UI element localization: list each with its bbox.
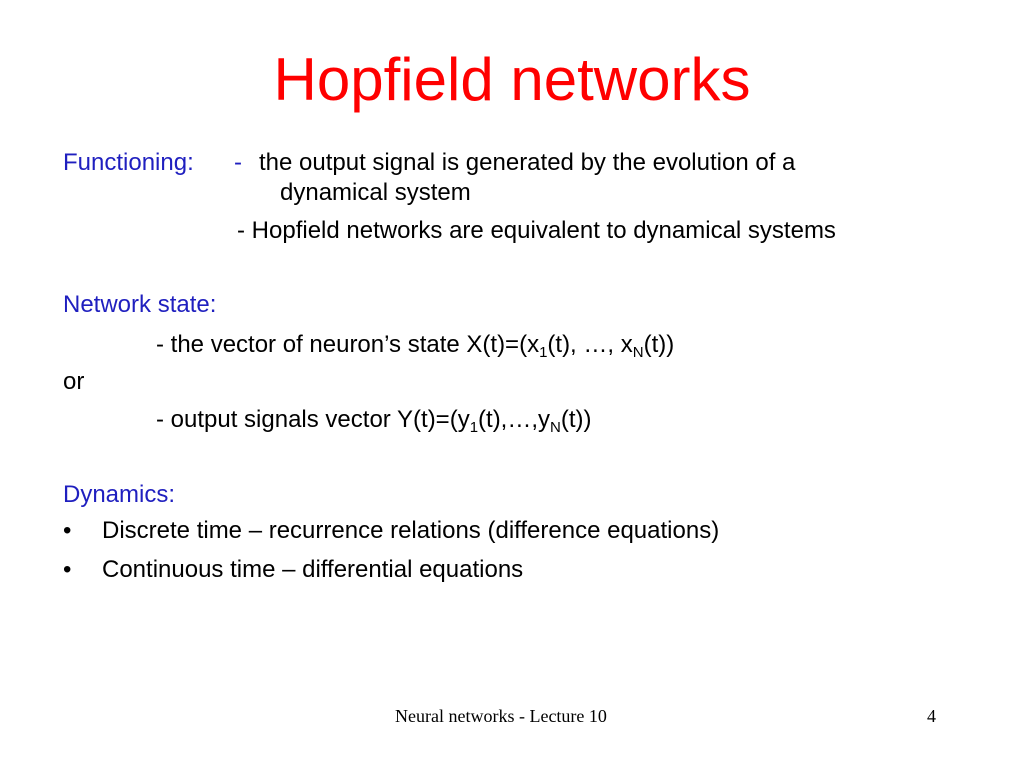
network-state-vector-prefix: - the vector of neuron’s state X(t)=(x: [156, 331, 540, 358]
network-state-vector-sub-1: 1: [539, 344, 548, 361]
network-state-output-line: [156, 406, 592, 434]
network-state-vector-sub-n: N: [632, 344, 644, 361]
slide-title: Hopfield networks: [273, 46, 751, 113]
functioning-dash: -: [234, 149, 242, 176]
network-state-vector-suffix: (t)): [643, 331, 675, 358]
dynamics-item-discrete: Discrete time – recurrence relations (difference equations): [102, 517, 720, 544]
page-number: 4: [927, 706, 936, 726]
network-state-vector-mid: (t), …, x: [547, 331, 633, 358]
functioning-point-1-line-1: the output signal is generated by the evolution of a: [259, 149, 796, 176]
footer-text: Neural networks - Lecture 10: [395, 706, 607, 726]
functioning-label: Functioning:: [63, 149, 194, 176]
functioning-point-2: - Hopfield networks are equivalent to dynamical systems: [237, 217, 836, 244]
network-state-label: Network state:: [63, 291, 217, 318]
bullet-icon: •: [63, 556, 72, 583]
bullet-icon: •: [63, 517, 72, 544]
dynamics-item-continuous: Continuous time – differential equations: [102, 556, 524, 583]
network-state-vector-line: [156, 331, 674, 359]
network-state-output-suffix: (t)): [560, 406, 592, 433]
dynamics-label: Dynamics:: [63, 481, 176, 508]
network-state-output-mid: (t),…,y: [478, 406, 551, 433]
network-state-or: or: [63, 368, 85, 395]
network-state-output-sub-1: 1: [469, 419, 479, 436]
functioning-point-1-line-2: dynamical system: [280, 179, 471, 206]
network-state-output-prefix: - output signals vector Y(t)=(y: [156, 406, 470, 433]
network-state-output-sub-n: N: [550, 419, 561, 436]
